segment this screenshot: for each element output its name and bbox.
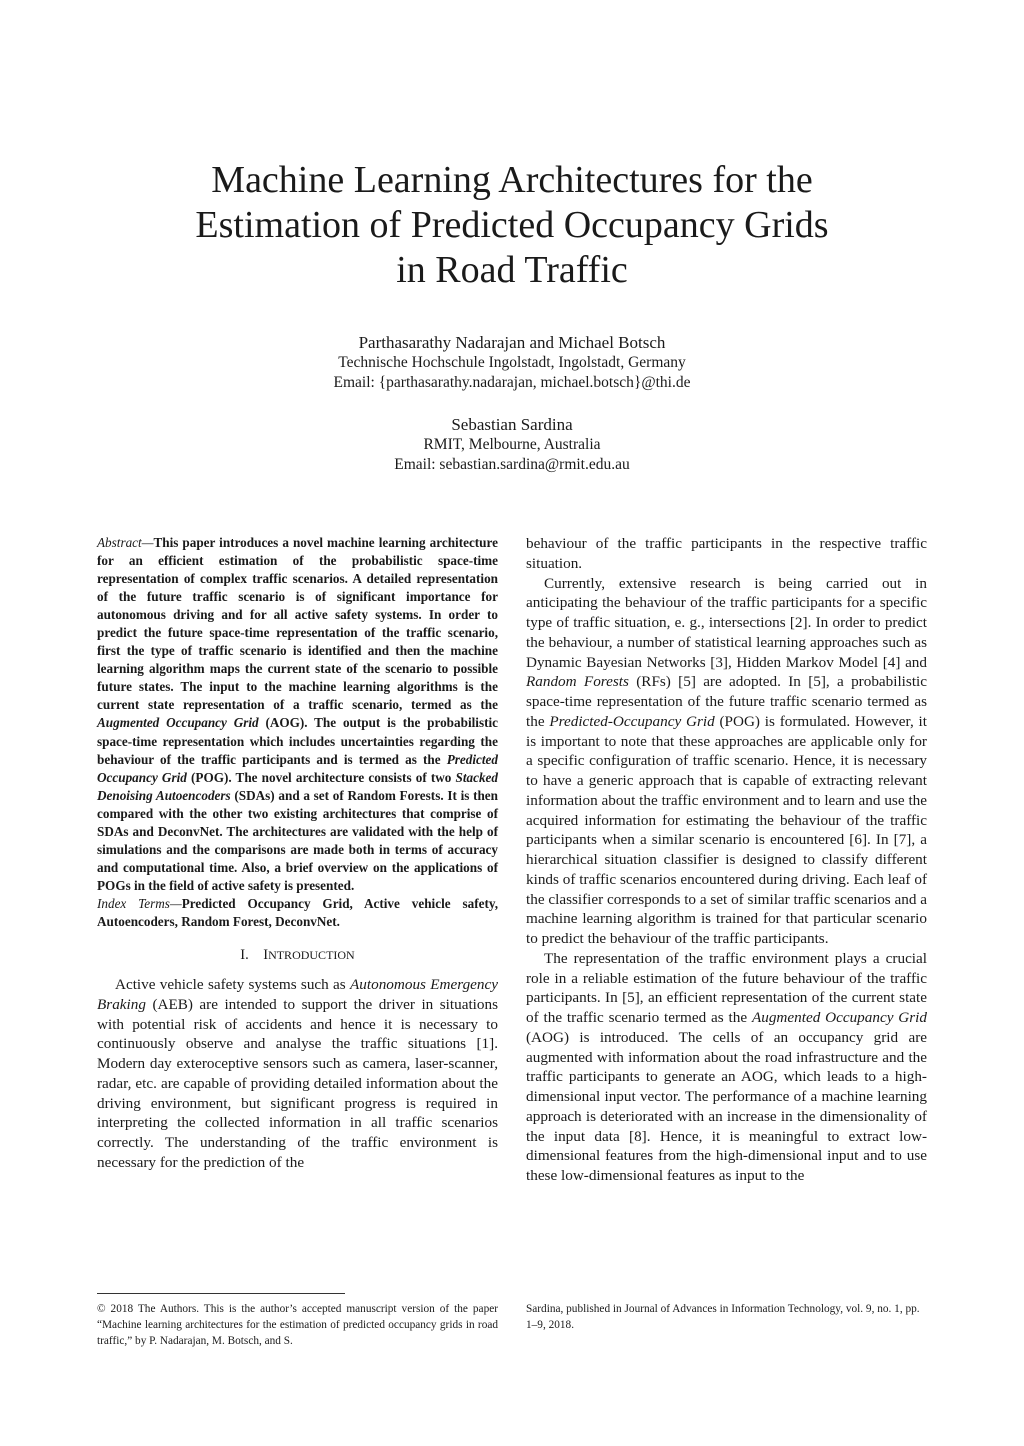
left-column [97, 534, 498, 1173]
index-terms-text: Predicted Occupancy Grid, Active vehicle safety, Autoencoders, Random Forest, DeconvNet. [97, 895, 498, 929]
abstract-emphasis: Stacked Denoising Autoencoders [97, 769, 498, 803]
index-terms: Index Terms—Predicted Occupancy Grid, Active vehicle safety, Autoencoders, Random Forest, DeconvNet. [97, 895, 498, 929]
title-line-1: Machine Learning Architectures for the [211, 159, 813, 201]
footnote-rule [97, 1293, 345, 1294]
abstract: Abstract—This paper introduces a novel machine learning architecture for an efficient estimation of the probabilistic space-time representation of complex traffic scenarios. A detailed representation of the future traffic scenario is of significant importance for autonomous driving and for all active safety systems. In order to predict the future space-time representation of the traffic scenario, first the type of traffic scenario is identified and then the machine learning algorithm maps the current state of the scenario to possible future states. The input to the machine learning algorithms is the current state representation of a traffic scenario, termed as the Augmented Occupancy Grid (AOG). The output is the probabilistic space-time representation which includes uncertainties regarding the behaviour of the traffic participants and is termed as the Predicted Occupancy Grid (POG). The novel architecture consists of two Stacked Denoising Autoencoders (SDAs) and a set of Random Forests. It is then compared with the other two existing architectures that comprise of SDAs and DeconvNet. The architectures are validated with the help of simulations and the comparisons are made both in terms of accuracy and computational time. Also, a brief overview on the applications of POGs in the field of active safety is presented. [97, 535, 498, 893]
right-column [526, 534, 927, 1186]
section-numeral: I. [240, 947, 249, 964]
abstract-label: Abstract [97, 535, 142, 550]
abstract-text: This paper introduces a novel machine learning architecture for an efficient estimation of the probabilistic space-time representation of complex traffic scenarios. A detailed representation of the future traffic scenario is of significant importance for autonomous driving and for all active safety systems. In order to predict the future space-time representation of the traffic scenario, first the type of traffic scenario is identified and then the machine learning algorithm maps the current state of the scenario to possible future states. The input to the machine learning algorithms is the current state representation of a traffic scenario, termed as the [97, 535, 498, 713]
title-line-3: in Road Traffic [396, 249, 628, 291]
author-affiliation: Technische Hochschule Ingolstadt, Ingolstadt, Germany [338, 354, 686, 371]
body-paragraph: Currently, extensive research is being carried out in anticipating the behaviour of the traffic participants for a specific type of traffic situation, e. g., intersections [2]. In order to predict the behaviour, a number of statistical learning approaches such as Dynamic Bayesian Networks [3], Hidden Markov Model [4] and Random Forests (RFs) [5] are adopted. In [5], a probabilistic space-time representation of the future traffic scenario termed as the Predicted-Occupancy Grid (POG) is formulated. However, it is important to note that these approaches are applicable only for a specific configuration of traffic scenario. Hence, it is necessary to have a generic approach that is capable of extracting relevant information about the traffic environment and to learn and use the acquired information for estimating the behaviour of the traffic participants when a similar scenario is encountered [6]. In [7], a hierarchical situation classifier is designed to classify different kinds of traffic scenarios encountered during driving. Each leaf of the classifier corresponds to a set of similar traffic scenarios and a machine learning algorithm is trained for that particular scenario to predict the behaviour of the traffic participants. [526, 574, 927, 947]
section-initial: I [263, 947, 269, 964]
author-names: Parthasarathy Nadarajan and Michael Botsch [358, 333, 666, 352]
footnote-left: © 2018 The Authors. This is the author’s accepted manuscript version of the paper “Machine learning architectures for the estimation of predicted occupancy grids in road traffic,” by P. Nadarajan, M. Botsch, and S. [97, 1303, 498, 1347]
index-terms-label: Index Terms [97, 895, 170, 911]
section-heading [97, 945, 498, 965]
author-block-1 [150, 332, 874, 393]
abstract-text: (POG). The novel architecture consists of two [186, 769, 456, 785]
author-email: Email: sebastian.sardina@rmit.edu.au [394, 456, 630, 473]
abstract-emphasis: Predicted Occupancy Grid [97, 751, 498, 785]
intro-emphasis: Autonomous Emergency Braking [97, 976, 498, 1013]
body-paragraph: The representation of the traffic environment plays a crucial role in a reliable estimation of the future behaviour of the traffic participants. In [5], an efficient representation of the current state of the traffic scenario termed as the Augmented Occupancy Grid (AOG) is introduced. The cells of an occupancy grid are augmented with information about the road infrastructure and the traffic participants to generate an AOG, which leads to a high-dimensional input vector. The performance of a machine learning approach is deteriorated with an increase in the dimensionality of the input data [8]. Hence, it is meaningful to extract low-dimensional features from the high-dimensional input and to use these low-dimensional features as input to the [526, 949, 927, 1184]
body-paragraph: behaviour of the traffic participants in the respective traffic situation. [526, 535, 927, 572]
body-emphasis: Augmented Occupancy Grid [751, 1009, 927, 1026]
author-names: Sebastian Sardina [451, 415, 573, 434]
section-title-rest: NTRODUCTION [268, 948, 355, 963]
abstract-text: (SDAs) and a set of Random Forests. It is then compared with the other two existing architectures that comprise of SDAs and DeconvNet. The architectures are validated with the help of simulations and the comparisons are made both in terms of accuracy and computational time. Also, a brief overview on the applications of POGs in the field of active safety is presented. [97, 787, 498, 893]
author-affiliation: RMIT, Melbourne, Australia [423, 436, 601, 453]
paper-title [100, 158, 924, 293]
abstract-text: (AOG). The output is the probabilistic space-time representation which includes uncertainties regarding the behaviour of the traffic participants and is termed as the [97, 715, 498, 767]
body-emphasis: Random Forests [526, 673, 629, 691]
author-block-2 [150, 414, 874, 475]
body-emphasis: Predicted-Occupancy Grid [549, 712, 715, 730]
footnote-right: Sardina, published in Journal of Advances in Information Technology, vol. 9, no. 1, pp. 1–9, 2018. [526, 1303, 920, 1331]
abstract-emphasis: Augmented Occupancy Grid [97, 715, 259, 731]
title-line-2: Estimation of Predicted Occupancy Grids [195, 204, 829, 246]
intro-paragraph: Active vehicle safety systems such as Autonomous Emergency Braking (AEB) are intended to support the driver in situations with potential risk of accidents and hence it is necessary to continuously observe and analyse the traffic situations [1]. Modern day exteroceptive sensors such as camera, laser-scanner, radar, etc. are capable of providing detailed information about the driving environment, but significant progress is required in interpreting the collected information in all traffic scenarios correctly. The understanding of the traffic environment is necessary for the prediction of the [97, 976, 498, 1171]
author-email: Email: {parthasarathy.nadarajan, michael.botsch}@thi.de [333, 374, 691, 391]
